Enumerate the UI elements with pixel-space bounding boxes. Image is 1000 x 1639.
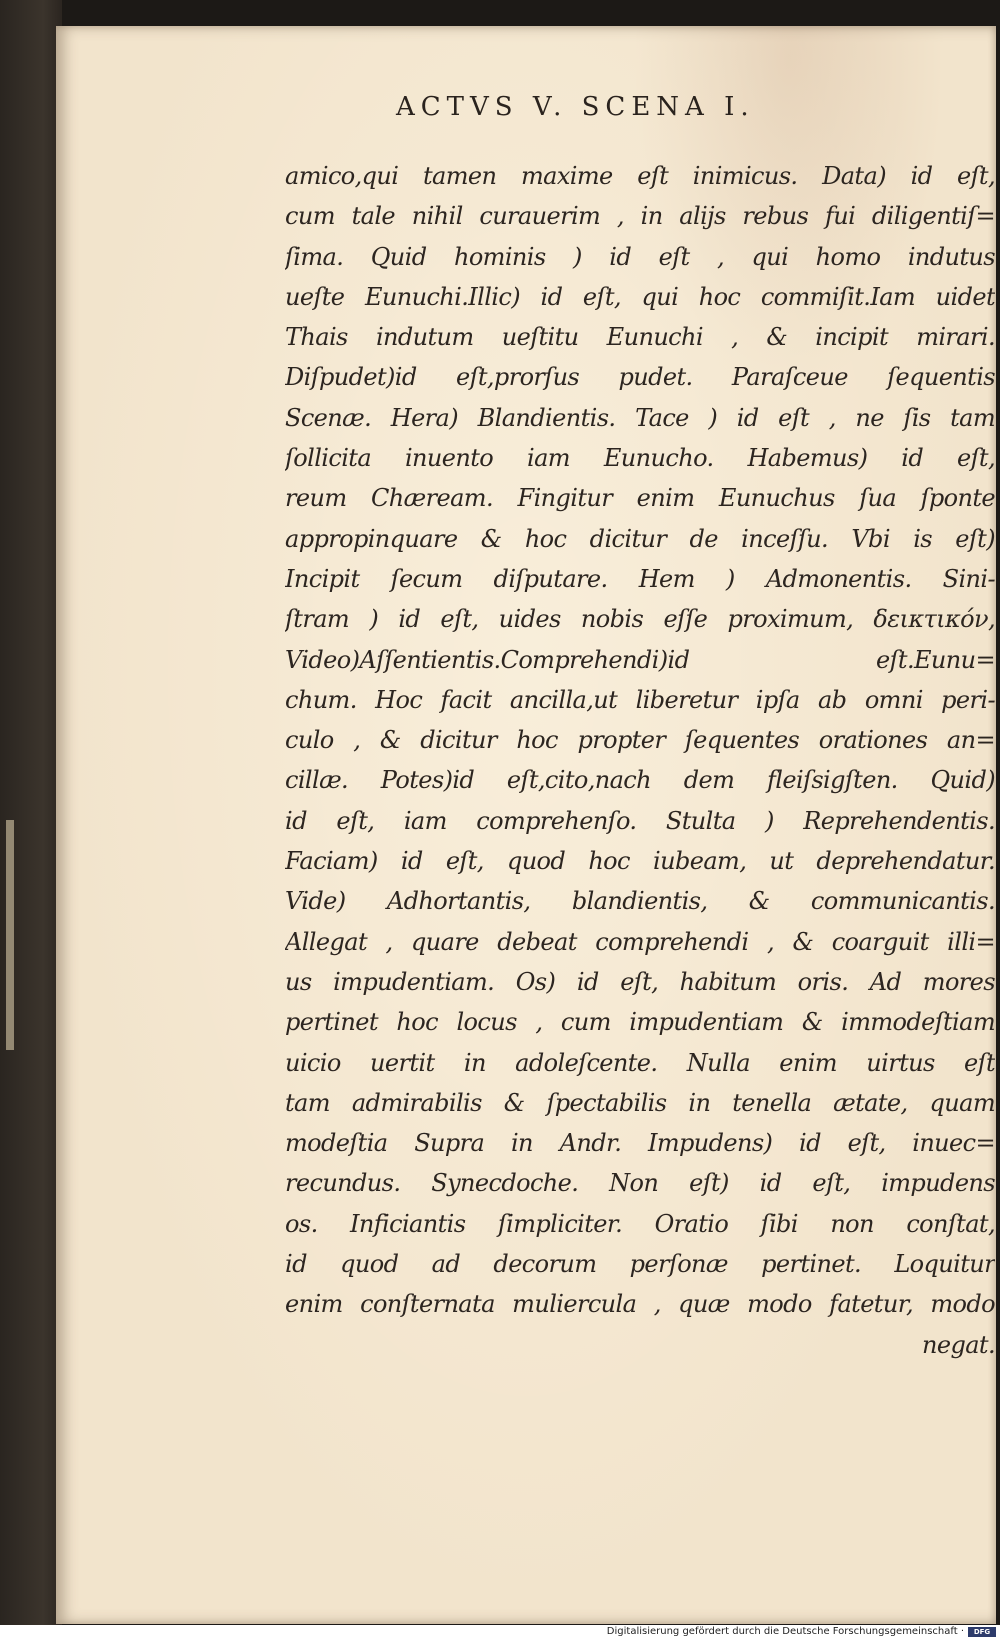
text-line: Diſpudet)id eſt,prorſus pudet. Paraſceue ſequentis (285, 363, 995, 392)
text-line: Faciam) id eſt, quod hoc iubeam, ut deprehendatur. (285, 847, 995, 876)
text-line: amico,qui tamen maxime eſt inimicus. Data) id eſt, (285, 162, 995, 190)
text-line: cillæ. Potes)id eſt,cito,nach dem fleiſsigſten. Quid) (285, 766, 995, 795)
text-line: appropinquare & hoc dicitur de inceſſu. Vbi is eſt) (285, 524, 995, 553)
text-line: Incipit ſecum diſputare. Hem ) Admonentis. Sini- (285, 564, 995, 593)
text-line: recundus. Synecdoche. Non eſt) id eſt, impudens (285, 1169, 995, 1198)
text-line: ſtram ) id eſt, uides nobis eſſe proximum, δεικτικόν, (285, 605, 995, 634)
text-line: ueſte Eunuchi.Illic) id eſt, qui hoc commiſit.Iam uidet (285, 282, 995, 311)
text-line: us impudentiam. Os) id eſt, habitum oris. Ad mores (285, 967, 995, 996)
text-line: uicio uertit in adoleſcente. Nulla enim uirtus eſt (285, 1048, 995, 1077)
text-line: culo , & dicitur hoc propter ſequentes orationes an= (285, 726, 995, 755)
book-page (56, 26, 996, 1624)
footer-bar (0, 1625, 1000, 1639)
text-line: tam admirabilis & ſpectabilis in tenella ætate, quam (285, 1088, 995, 1117)
text-line: Video)Aſſentientis.Comprehendi)id eſt.Eunu= (285, 645, 995, 674)
dfg-logo-icon: DFG (968, 1627, 996, 1637)
text-line: Thais indutum ueſtitu Eunuchi , & incipit mirari. (285, 323, 995, 352)
text-line: id quod ad decorum perſonæ pertinet. Loquitur (285, 1250, 995, 1279)
book-edge (0, 0, 62, 1625)
text-line: os. Inficiantis ſimpliciter. Oratio ſibi non conſtat, (285, 1209, 995, 1238)
funding-credit: Digitalisierung gefördert durch die Deutsche Forschungsgemeinschaft · (606, 1626, 964, 1637)
text-line: reum Chæream. Fingitur enim Eunuchus ſua ſponte (285, 484, 995, 513)
text-line: enim conſternata muliercula , quæ modo fatetur, modo (285, 1290, 995, 1319)
text-line: Vide) Adhortantis, blandientis, & communicantis. (285, 887, 995, 916)
text-line: modeſtia Supra in Andr. Impudens) id eſt, inuec= (285, 1129, 995, 1158)
text-line: Scenæ. Hera) Blandientis. Tace ) id eſt , ne ſis tam (285, 403, 995, 432)
text-line: ſima. Quid hominis ) id eſt , qui homo indutus (285, 242, 995, 271)
text-line: Allegat , quare debeat comprehendi , & coarguit illi= (285, 927, 995, 956)
text-line: id eſt, iam comprehenſo. Stulta ) Reprehendentis. (285, 806, 995, 835)
text-line: cum tale nihil curauerim , in alijs rebus fui diligentiſ= (285, 202, 995, 231)
text-line-catchword: negat. (921, 1330, 995, 1359)
text-line: ſollicita inuento iam Eunucho. Habemus) id eſt, (285, 444, 995, 473)
text-line: chum. Hoc facit ancilla,ut liberetur ipſa ab omni peri- (285, 685, 995, 714)
running-head: ACTVS V. SCENA I. (396, 92, 755, 122)
text-block (285, 156, 995, 1365)
text-line: pertinet hoc locus , cum impudentiam & immodeſtiam (285, 1008, 995, 1037)
